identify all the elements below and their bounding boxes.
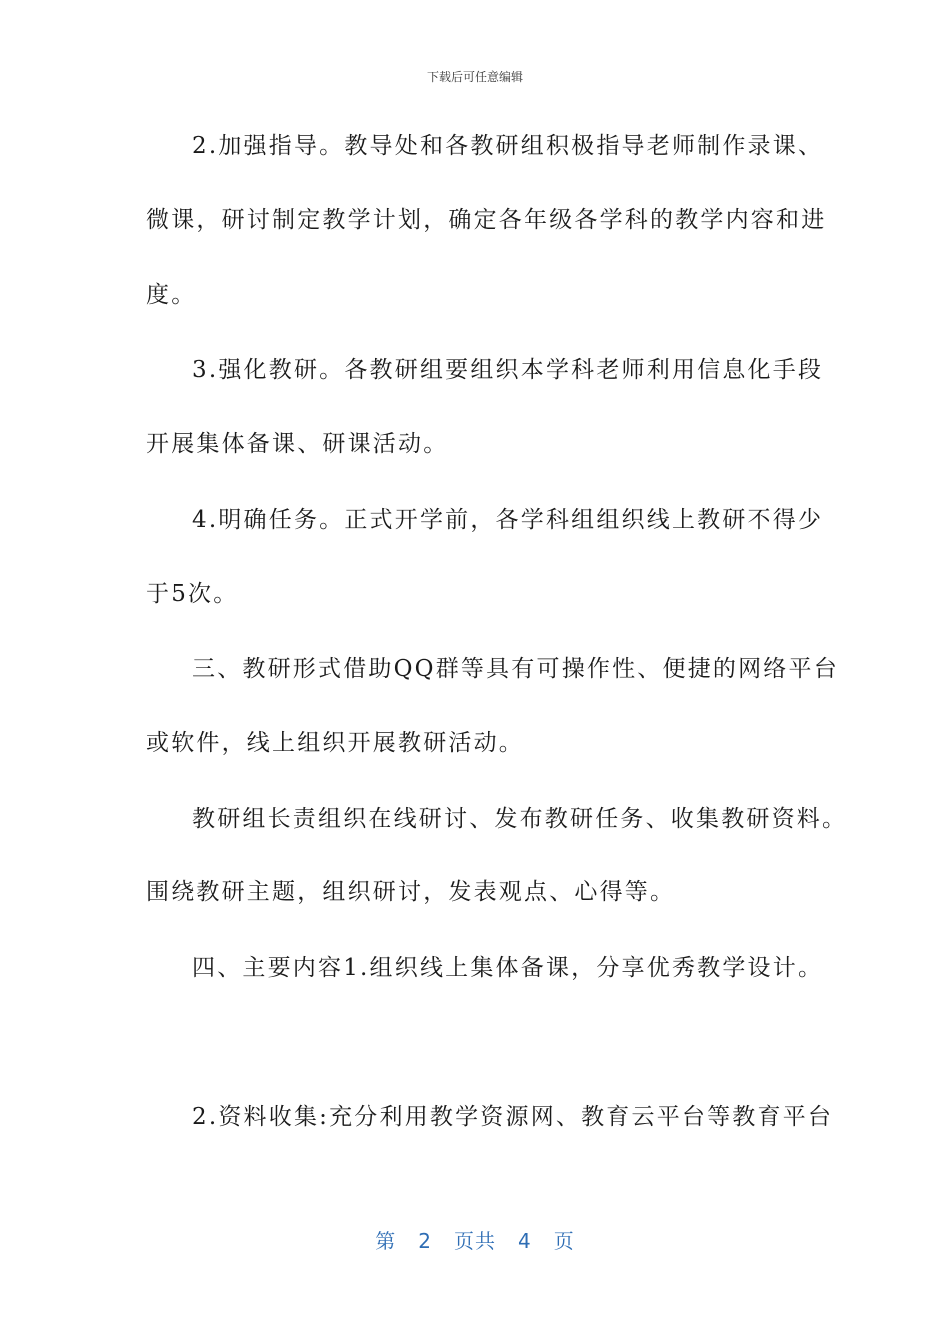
footer-label-total: 页共 (454, 1229, 496, 1253)
body-line-6: 4.明确任务。正式开学前，各学科组组织线上教研不得少 (192, 507, 824, 533)
body-line-13: 2.资料收集:充分利用教学资源网、教育云平台等教育平台 (192, 1104, 834, 1130)
footer-label-page: 第 (375, 1229, 397, 1253)
body-line-11: 围绕教研主题，组织研讨，发表观点、心得等。 (146, 879, 676, 905)
body-line-7: 于5次。 (146, 581, 239, 607)
footer-label-end: 页 (553, 1229, 575, 1253)
body-line-5: 开展集体备课、研课活动。 (146, 431, 449, 457)
body-line-3: 度。 (146, 282, 197, 308)
footer-current-page: 2 (418, 1229, 432, 1253)
body-line-10: 教研组长责组织在线研讨、发布教研任务、收集教研资料。 (192, 806, 848, 832)
body-line-12: 四、主要内容1.组织线上集体备课，分享优秀教学设计。 (192, 955, 824, 981)
page-footer (0, 1225, 950, 1254)
body-line-1: 2.加强指导。教导处和各教研组积极指导老师制作录课、 (192, 133, 824, 159)
body-line-2: 微课，研讨制定教学计划，确定各年级各学科的教学内容和进 (146, 207, 827, 233)
body-line-4: 3.强化教研。各教研组要组织本学科老师利用信息化手段 (192, 357, 824, 383)
body-line-9: 或软件，线上组织开展教研活动。 (146, 730, 524, 756)
body-line-8: 三、教研形式借助QQ群等具有可操作性、便捷的网络平台 (192, 656, 839, 682)
page-header: 下载后可任意编辑 (426, 70, 523, 84)
footer-total-pages: 4 (518, 1229, 532, 1253)
